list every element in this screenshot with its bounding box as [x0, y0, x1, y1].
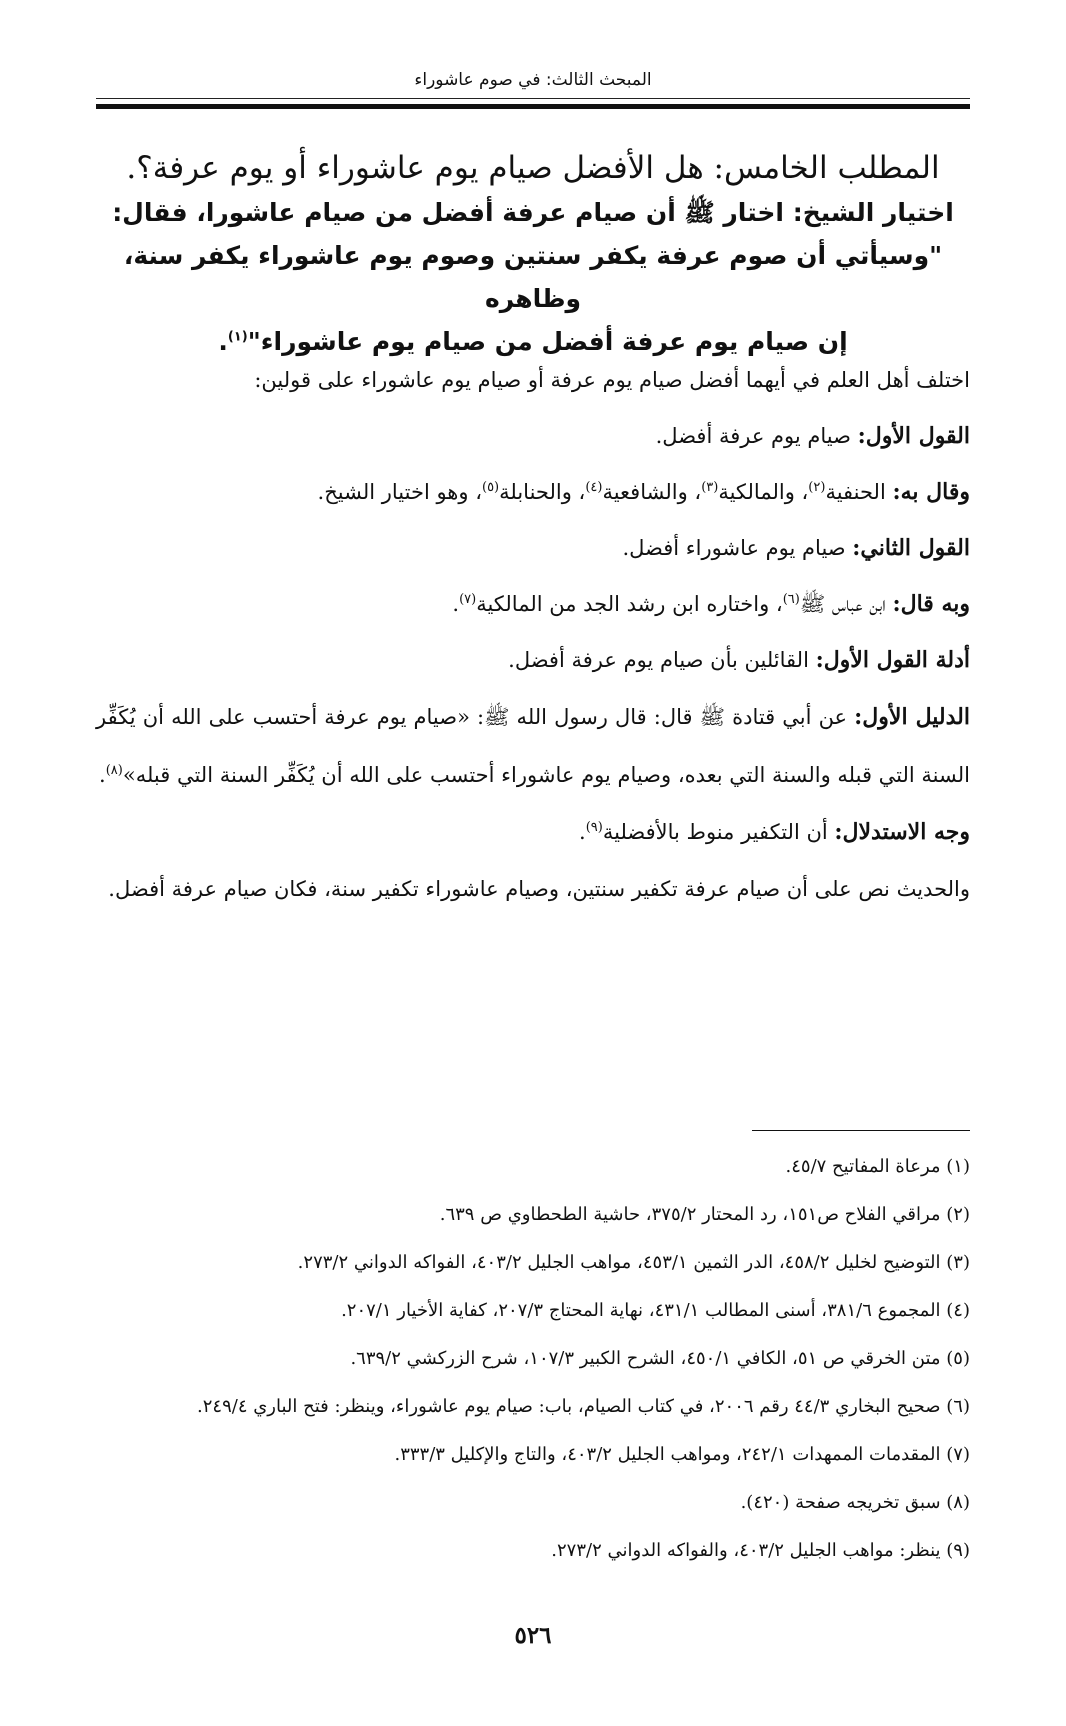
first-opinion-label: القول الأول:	[857, 423, 970, 449]
holder-ibn-abbas: ابن عباس ﷺ	[799, 592, 893, 616]
section-heading-block	[96, 145, 970, 363]
first-proof-text: عن أبي قتادة ﷺ قال: قال رسول الله ﷺ: «صيام يوم عرفة أحتسب على الله أن يُكَفِّر السنة التي قبله والسنة التي بعده، وصيام يوم عاشوراء أحتسب على الله أن يُكَفِّر السنة التي قبله»	[96, 705, 970, 787]
footnote: (٢) مراقي الفلاح ص١٥١، رد المحتار ٣٧٥/٢، حاشية الطحطاوي ص ٦٣٩.	[439, 1204, 970, 1225]
page-number: ٥٢٦	[514, 1622, 552, 1649]
footnote: (٧) المقدمات الممهدات ٢٤٢/١، ومواهب الجليل ٤٠٣/٢، والتاج والإكليل ٣٣٣/٣.	[394, 1444, 970, 1465]
second-opinion	[96, 520, 970, 576]
second-opinion-text: صيام يوم عاشوراء أفضل.	[622, 536, 853, 560]
footnote: (٨) سبق تخريجه صفحة (٤٢٠).	[740, 1492, 970, 1513]
footnote-ref-9: (٩)	[585, 820, 603, 835]
holder-hanbali: ، والحنابلة	[499, 480, 586, 504]
header-rule-thick	[96, 104, 970, 109]
footnote: (٩) ينظر: مواهب الجليل ٤٠٣/٢، والفواكه الدواني ٢٧٣/٢.	[551, 1540, 970, 1561]
header-rule-thin	[96, 98, 970, 99]
footnotes	[96, 1143, 970, 1575]
body-text	[96, 352, 970, 918]
second-opinion-holders-label: وبه قال:	[892, 591, 970, 617]
footnote-ref-7: (٧)	[459, 592, 477, 607]
inference-end: .	[579, 820, 586, 844]
holder-maliki: ، والمالكية	[718, 480, 809, 504]
holder-shafii: ، والشافعية	[602, 480, 702, 504]
conclusion-paragraph: والحديث نص على أن صيام عرفة تكفير سنتين، وصيام عاشوراء تكفير سنة، فكان صيام عرفة أفضل.	[108, 877, 970, 901]
first-opinion-text: صيام يوم عرفة أفضل.	[655, 424, 858, 448]
sheikh-choice-line-2: "وسيأتي أن صوم عرفة يكفر سنتين وصوم يوم عاشوراء يكفر سنة، وظاهره	[123, 241, 943, 313]
holder-sheikh: ، وهو اختيار الشيخ.	[317, 480, 482, 504]
footnote-ref-3: (٣)	[701, 480, 719, 495]
inference	[96, 804, 970, 860]
second-opinion-holders	[96, 576, 970, 632]
sheikh-choice-end: .	[218, 327, 228, 356]
footnote-ref-2: (٢)	[808, 480, 826, 495]
footnote: (٣) التوضيح لخليل ٤٥٨/٢، الدر الثمين ٤٥٣/١، مواهب الجليل ٤٠٣/٢، الفواكه الدواني ٢٧٣/٢.	[297, 1252, 970, 1273]
second-opinion-label: القول الثاني:	[852, 535, 970, 561]
evidence-text: القائلين بأن صيام يوم عرفة أفضل.	[508, 648, 816, 672]
footnote-separator	[752, 1130, 970, 1131]
first-proof-label: الدليل الأول:	[854, 704, 970, 730]
first-opinion-holders	[96, 464, 970, 520]
running-head: المبحث الثالث: في صوم عاشوراء	[414, 70, 652, 90]
footnote: (٤) المجموع ٣٨١/٦، أسنى المطالب ٤٣١/١، نهاية المحتاج ٢٠٧/٣، كفاية الأخيار ٢٠٧/١.	[341, 1300, 970, 1321]
footnote: (١) مرعاة المفاتيح ٤٥/٧.	[785, 1156, 970, 1177]
inference-label: وجه الاستدلال:	[834, 819, 970, 845]
footnote: (٦) صحيح البخاري ٤٤/٣ رقم ٢٠٠٦، في كتاب الصيام، باب: صيام يوم عاشوراء، وينظر: فتح الباري ٢٤٩/٤.	[197, 1396, 970, 1417]
first-opinion	[96, 408, 970, 464]
footnote-ref-1: (١)	[227, 329, 248, 345]
evidence-label: أدلة القول الأول:	[815, 647, 970, 673]
sheikh-choice-text: إن صيام يوم عرفة أفضل من صيام يوم عاشوراء"	[247, 327, 848, 356]
footnote-ref-8: (٨)	[105, 763, 123, 778]
holder-end: .	[452, 592, 460, 616]
section-title: المطلب الخامس: هل الأفضل صيام يوم عاشوراء أو يوم عرفة؟.	[126, 150, 940, 186]
footnote-ref-5: (٥)	[481, 480, 500, 495]
first-opinion-evidence	[96, 632, 970, 688]
inference-text: أن التكفير منوط بالأفضلية	[602, 820, 835, 844]
holder-ibn-rushd: ، واختاره ابن رشد الجد من المالكية	[476, 592, 783, 616]
intro-paragraph: اختلف أهل العلم في أيهما أفضل صيام يوم عرفة أو صيام يوم عاشوراء على قولين:	[254, 368, 970, 392]
footnote: (٥) متن الخرقي ص ٥١، الكافي ٤٥٠/١، الشرح الكبير ١٠٧/٣، شرح الزركشي ٦٣٩/٢.	[350, 1348, 970, 1369]
first-proof	[96, 688, 970, 804]
first-opinion-holders-label: وقال به:	[892, 479, 970, 505]
holder-hanafi: الحنفية	[825, 480, 893, 504]
footnote-ref-4: (٤)	[585, 480, 603, 495]
footnote-ref-6: (٦)	[782, 592, 800, 607]
first-proof-end: .	[99, 763, 106, 787]
sheikh-choice-line-1: اختيار الشيخ: اختار ﷺ أن صيام عرفة أفضل من صيام عاشورا، فقال:	[112, 198, 954, 227]
